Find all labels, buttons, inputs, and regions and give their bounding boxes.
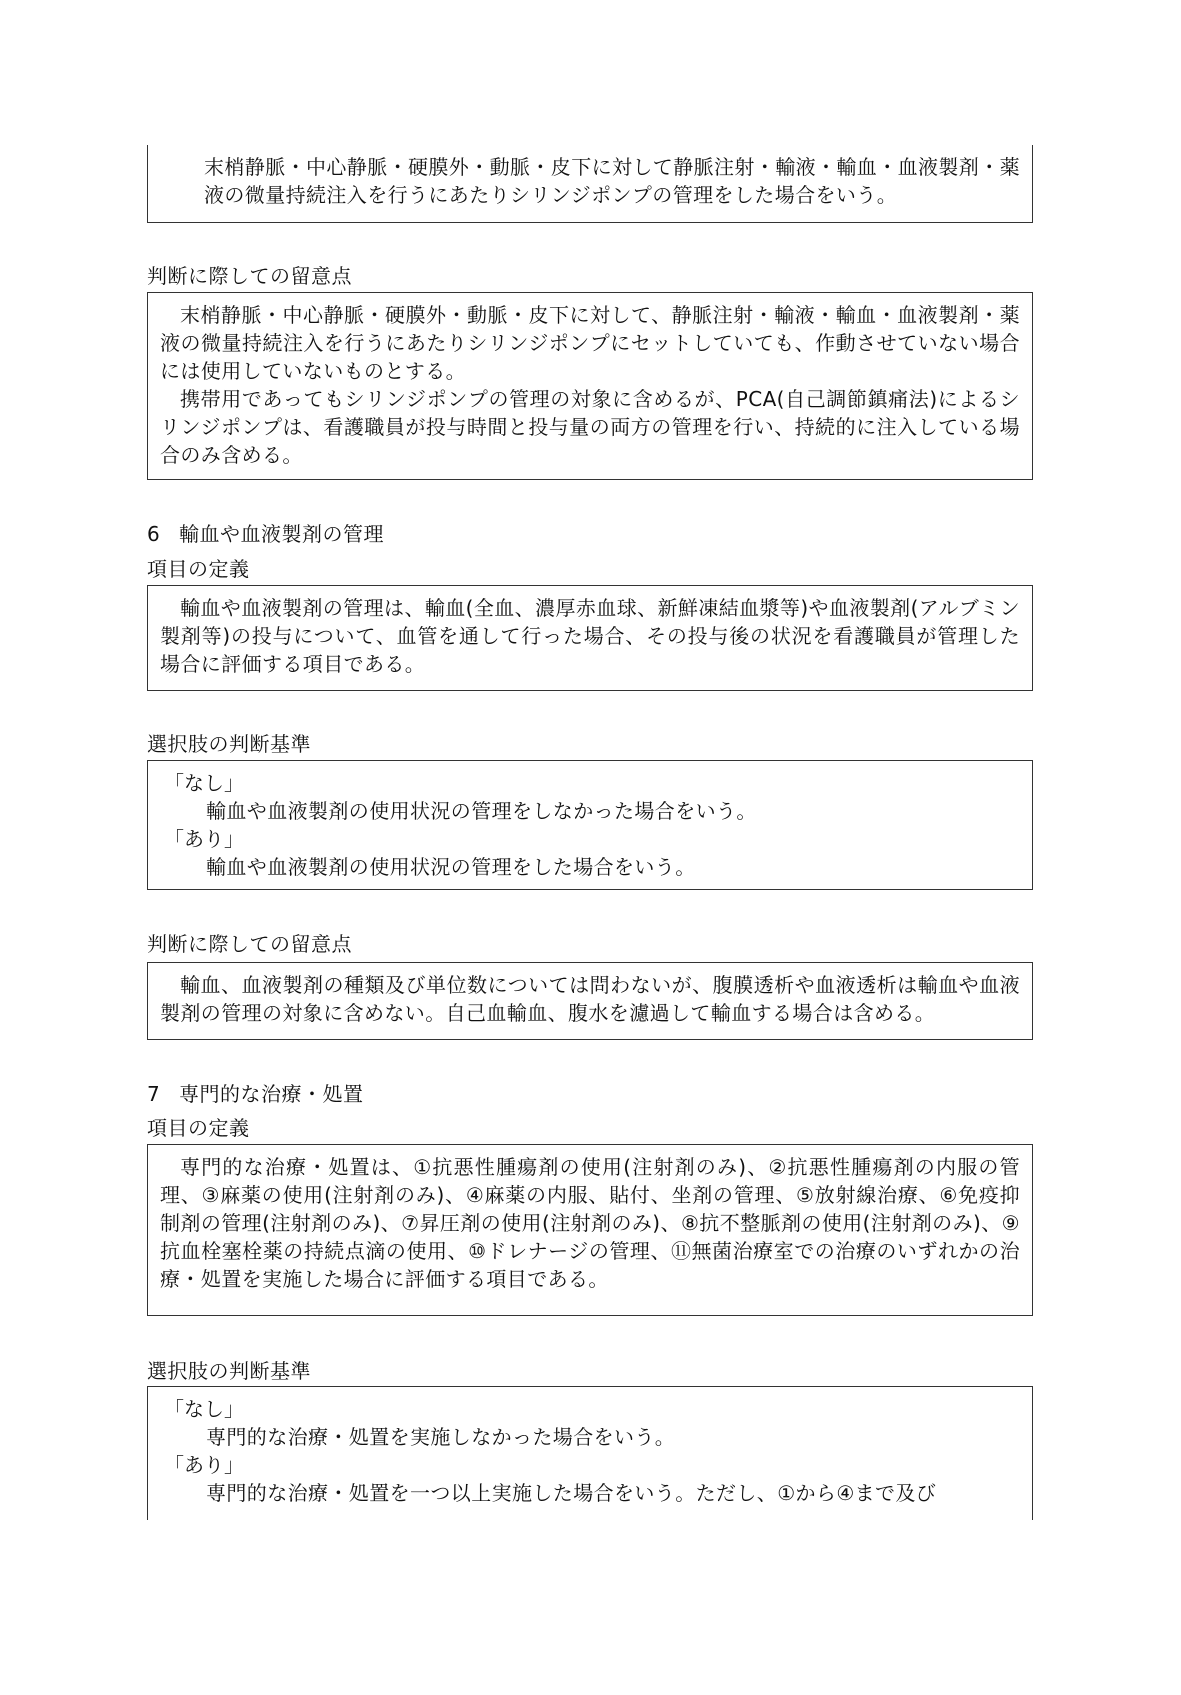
section6-option-none-desc: 輸血や血液製剤の使用状況の管理をしなかった場合をいう。 bbox=[206, 799, 757, 823]
section5-criteria-text: 末梢静脈・中心静脈・硬膜外・動脈・皮下に対して静脈注射・輸液・輸血・血液製剤・薬液の微量持続注入を行うにあたりシリンジポンプの管理をした場合をいう。 bbox=[204, 155, 1020, 207]
section6-heading bbox=[147, 520, 384, 548]
section5-notes-heading: 判断に際しての留意点 bbox=[147, 264, 352, 288]
section6-notes-heading: 判断に際しての留意点 bbox=[147, 932, 352, 956]
section7-title: 専門的な治療・処置 bbox=[179, 1082, 364, 1106]
section5-notes-box bbox=[147, 292, 1033, 480]
section6-criteria-box bbox=[147, 760, 1033, 890]
section7-definition-heading: 項目の定義 bbox=[147, 1116, 250, 1140]
section6-option-none-label: 「なし」 bbox=[164, 771, 244, 795]
section7-option-none-desc: 専門的な治療・処置を実施しなかった場合をいう。 bbox=[206, 1425, 676, 1449]
section5-note-1: 末梢静脈・中心静脈・硬膜外・動脈・皮下に対して、静脈注射・輸液・輸血・血液製剤・薬液の微量持続注入を行うにあたりシリンジポンプにセットしていても、作動させていない場合には使用していないものとする。 bbox=[160, 303, 1020, 383]
section7-criteria-box bbox=[147, 1386, 1033, 1520]
section7-number: 7 bbox=[147, 1082, 161, 1106]
section5-note-2: 携帯用であってもシリンジポンプの管理の対象に含めるが、PCA(自己調節鎮痛法)によるシリンジポンプは、看護職員が投与時間と投与量の両方の管理を行い、持続的に注入している場合のみ含める。 bbox=[160, 387, 1020, 467]
section5-criteria-box bbox=[147, 145, 1033, 223]
section7-criteria-heading: 選択肢の判断基準 bbox=[147, 1359, 311, 1383]
section6-definition-text: 輸血や血液製剤の管理は、輸血(全血、濃厚赤血球、新鮮凍結血漿等)や血液製剤(アルブミン製剤等)の投与について、血管を通して行った場合、その投与後の状況を看護職員が管理した場合に評価する項目である。 bbox=[160, 596, 1020, 676]
section7-definition-box bbox=[147, 1144, 1033, 1316]
section6-option-yes-label: 「あり」 bbox=[164, 827, 244, 851]
section7-heading bbox=[147, 1080, 364, 1108]
section6-title: 輸血や血液製剤の管理 bbox=[179, 522, 384, 546]
section6-number: 6 bbox=[147, 522, 161, 546]
section6-definition-box bbox=[147, 585, 1033, 691]
section7-option-yes-desc: 専門的な治療・処置を一つ以上実施した場合をいう。ただし、①から④まで及び bbox=[206, 1481, 937, 1505]
section7-option-none-label: 「なし」 bbox=[164, 1397, 244, 1421]
section6-criteria-heading: 選択肢の判断基準 bbox=[147, 732, 311, 756]
section7-definition-text: 専門的な治療・処置は、①抗悪性腫瘍剤の使用(注射剤のみ)、②抗悪性腫瘍剤の内服の管理、③麻薬の使用(注射剤のみ)、④麻薬の内服、貼付、坐剤の管理、⑤放射線治療、⑥免疫抑制剤の管理(注射剤のみ)、⑦昇圧剤の使用(注射剤のみ)、⑧抗不整脈剤の使用(注射剤のみ)、⑨抗血栓塞栓薬の持続点滴の使用、⑩ドレナージの管理、⑪無菌治療室での治療のいずれかの治療・処置を実施した場合に評価する項目である。 bbox=[160, 1155, 1020, 1291]
section6-definition-heading: 項目の定義 bbox=[147, 557, 250, 581]
section6-notes-box bbox=[147, 962, 1033, 1040]
section6-option-yes-desc: 輸血や血液製剤の使用状況の管理をした場合をいう。 bbox=[206, 855, 696, 879]
section7-option-yes-label: 「あり」 bbox=[164, 1453, 244, 1477]
section6-notes-text: 輸血、血液製剤の種類及び単位数については問わないが、腹膜透析や血液透析は輸血や血液製剤の管理の対象に含めない。自己血輸血、腹水を濾過して輸血する場合は含める。 bbox=[160, 973, 1020, 1025]
